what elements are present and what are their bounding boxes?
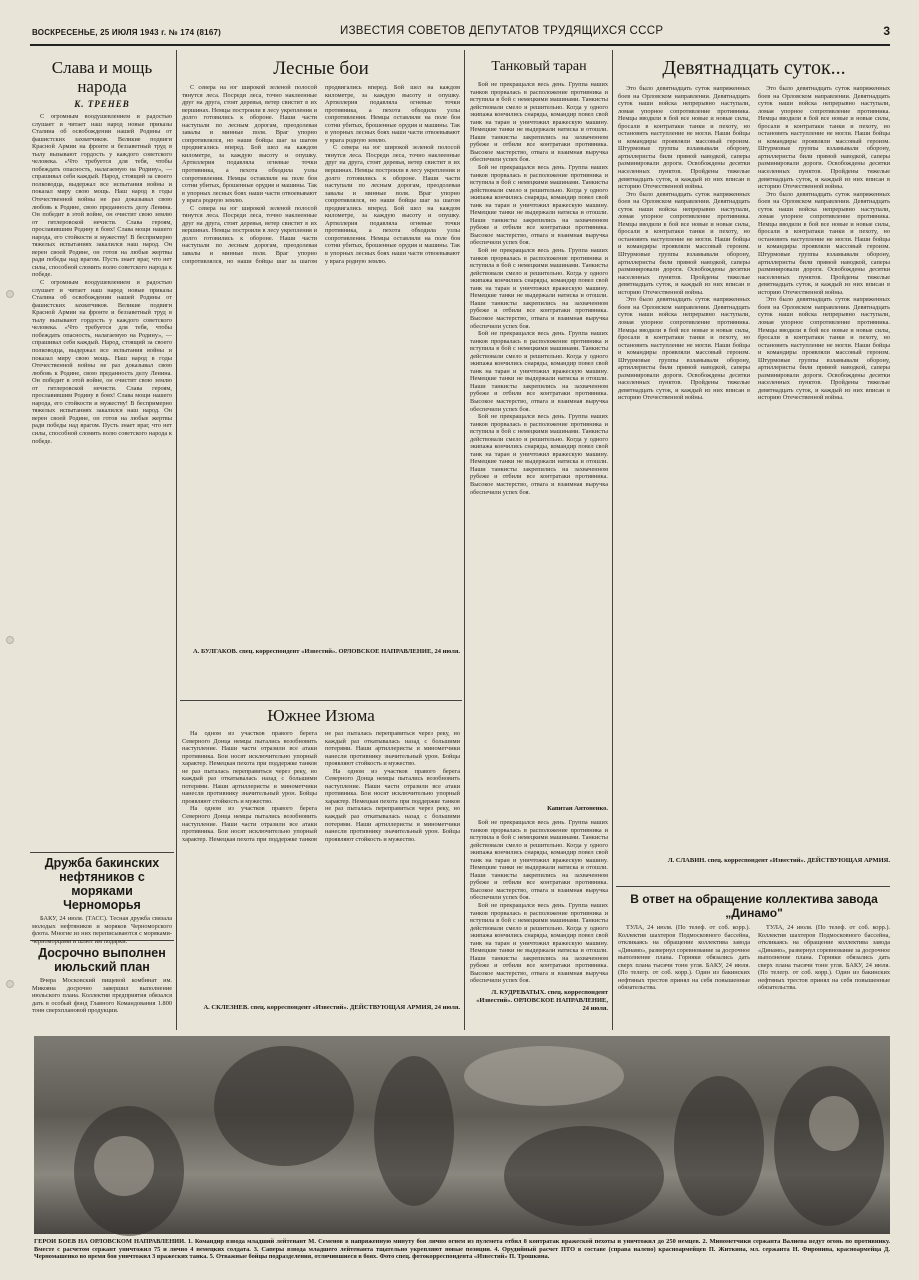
article-title: Лесные бои — [273, 58, 369, 79]
article-title: Досрочно выполнен июльский план — [38, 946, 166, 974]
photo-caption: ГЕРОИ БОЕВ НА ОРЛОВСКОМ НАПРАВЛЕНИИ. 1. Командир взвода младший лейтенант М. Семенов в напряженную минуту боя лично огнем из пулемета отбил 8 контратак вражеской пехоты и уничтожил до 250 немцев. 2. Минометчики сержанта Валиева ведут огонь по противнику. Вместе с расчетом сержант уничтожил 75 и лично 4 немецких солдата. 3. Саперы взвода младшего лейтенанта тщательно укрепляют новые позиции. 4. Орудийный расчет ПТО в составе (справа налево) красноармейцев П. Житкина, мл. сержанта Н. Фиронина, красноармейца Д. Черномашенко во время боя уничтожил 3 вражеских танка. 5. Отважные бойцы подразделения, отличившиеся в боях. Фото спец. фотокорреспондента «Известий» П. Трошкина. — [34, 1238, 890, 1261]
article-body — [32, 915, 172, 945]
article-paragraph: На одном из участков правого берега Северного Донца немцы пытались возобновить наступление. Наши части отразили все атаки противника. Бои носят исключительно упорный характер. Немецкая пехота при поддержке танков не раз пыталась переправиться через реку, но каждый раз откатывалась назад с большими потерями. Наши артиллеристы и минометчики нанесли противнику значительный урон. Бойцы проявляют стойкость и мужество. — [182, 730, 317, 805]
soldier-figure — [374, 1056, 454, 1206]
page-number: 3 — [883, 24, 890, 38]
article-paragraph: Бой не прекращался весь день. Группа наших танков прорвалась в расположение противника и вступила в бой с немецкими машинами. Танкисты действовали смело и решительно. Когда у одного экипажа кончились снаряды, командир повел свой танк на таран и уничтожил вражескую машину. Немецкие танки не выдержали натиска и отошли. Наши танкисты закрепились на захваченном рубеже и отбили все контратаки противника. Высокое мастерство, отвага и взаимная выручка обеспечили успех боя. — [470, 330, 608, 413]
article-byline: Л. КУДРЕВАТЫХ. спец. корреспондент «Известий». ОРЛОВСКОЕ НАПРАВЛЕНИЕ, 24 июля. — [476, 989, 608, 1012]
article-body — [32, 977, 172, 1015]
article-paragraph: Это было девятнадцать суток напряженных боев на Орловском направлении. Девятнадцать суток наши войска непрерывно наступали, ломая упорное сопротивление противника. Немцы вводили в бой все новые и новые силы, бросали в контратаки танки и пехоту, но остановить наступление не могли. Наши бойцы и командиры проявляли массовый героизм. Штурмовые группы взламывали оборону, артиллеристы били прямой наводкой, саперы разминировали дороги. Освобождены десятки населенных пунктов. Пройдены тяжелые девятнадцать суток, и каждый из них вписан в историю Отечественной войны. — [758, 296, 890, 402]
article-paragraph: Бой не прекращался весь день. Группа наших танков прорвалась в расположение противника и вступила в бой с немецкими машинами. Танкисты действовали смело и решительно. Когда у одного экипажа кончились снаряды, командир повел свой танк на таран и уничтожил вражескую машину. Немецкие танки не выдержали натиска и отошли. Наши танкисты закрепились на захваченном рубеже и отбили все контратаки противника. Высокое мастерство, отвага и взаимная выручка обеспечили успех боя. — [470, 247, 608, 330]
article-paragraph: ТУЛА, 24 июля. (По телеф. от соб. корр.). Коллектив шахтеров Подмосковного бассейна, откликаясь на обращение коллектива завода «Динамо», развернул соревнование за досрочное выполнение плана. Горняки обязались дать сверх плана тысячи тонн угля. БАКУ, 24 июля. (По телегр. от соб. корр.). Один из бакинских нефтяных трестов принял на себя повышенные обязательства. — [758, 924, 890, 992]
column-divider — [612, 50, 613, 1030]
column-divider — [464, 50, 465, 1030]
war-photo-strip — [34, 1036, 890, 1234]
article-paragraph: На одном из участков правого берега Северного Донца немцы пытались возобновить наступление. Наши части отразили все атаки противника. Бои носят исключительно упорный характер. Немецкая пехота при поддержке танков не раз пыталась переправиться через реку, но каждый раз откатывалась назад с большими потерями. Наши артиллеристы и минометчики нанесли противнику значительный урон. Бойцы проявляют стойкость и мужество. — [182, 730, 460, 843]
article-paragraph: Это было девятнадцать суток напряженных боев на Орловском направлении. Девятнадцать суток наши войска непрерывно наступали, ломая упорное сопротивление противника. Немцы вводили в бой все новые и новые силы, бросали в контратаки танки и пехоту, но остановить наступление не могли. Наши бойцы и командиры проявляли массовый героизм. Штурмовые группы взламывали оборону, артиллеристы били прямой наводкой, саперы разминировали дороги. Освобождены десятки населенных пунктов. Пройдены тяжелые девятнадцать суток, и каждый из них вписан в историю Отечественной войны. — [758, 85, 890, 191]
article-dynamo — [618, 892, 890, 1030]
article-title: В ответ на обращение коллектива завода „Динамо" — [630, 892, 878, 920]
article-body — [470, 81, 608, 801]
soldier-figure — [674, 1076, 764, 1216]
binding-hole — [6, 290, 14, 298]
section-rule — [30, 852, 174, 853]
article-paragraph: БАКУ, 24 июля. (ТАСС). Тесная дружба связала молодых нефтяников и моряков Черноморского флота. Многие из них переписываются с моряками-черноморцами и шлют им подарки. — [32, 915, 172, 945]
sky-area — [464, 1046, 624, 1106]
page-header — [30, 22, 890, 46]
article-devyatnadtsat-sutok — [618, 58, 890, 882]
article-baku-friendship — [32, 856, 172, 945]
article-body — [182, 730, 460, 1000]
article-body — [618, 924, 890, 1042]
soldier-face — [809, 1096, 859, 1151]
article-paragraph: Бой не прекращался весь день. Группа наших танков прорвалась в расположение противника и вступила в бой с немецкими машинами. Танкисты действовали смело и решительно. Когда у одного экипажа кончились снаряды, командир повел свой танк на таран и уничтожил вражескую машину. Немецкие танки не выдержали натиска и отошли. Наши танкисты закрепились на захваченном рубеже и отбили все контратаки противника. Высокое мастерство, отвага и взаимная выручка обеспечили успех боя. — [470, 164, 608, 247]
article-lesnye-boi — [182, 58, 460, 694]
section-rule — [180, 700, 462, 701]
article-title: Девятнадцать суток... — [662, 57, 846, 79]
article-yuzhnee-izyuma — [182, 706, 460, 1030]
article-tankovy-taran — [470, 58, 608, 1030]
binding-hole — [6, 636, 14, 644]
article-byline: А. СКЛЕЗНЕВ. спец. корреспондент «Известий». ДЕЙСТВУЮЩАЯ АРМИЯ, 24 июля. — [203, 1004, 460, 1011]
article-paragraph: С севера на юг широкой зеленой полосой тянутся леса. Посреди леса, точно наклеенные друг на друга, стоят деревья, ветер свистит в их вершинах. Немцы построили в лесу укрепления и долго готовились к обороне. Наши части наступали по лесным дорогам, преодолевая завалы и минные поля. Враг упорно сопротивлялся, но наши бойцы шаг за шагом продвигались вперед. Бой шел на каждом километре, за каждую высоту и опушку. Артиллерия подавляла огневые точки противника, а пехота обходила узлы сопротивления. Немцы оставляли на поле боя сотни убитых, брошенные орудия и машины. Так в упорных лесных боях наши части отвоевывают у врага родную землю. — [182, 84, 317, 205]
article-byline: А. БУЛГАКОВ. спец. корреспондент «Известий». ОРЛОВСКОЕ НАПРАВЛЕНИЕ, 24 июля. — [193, 648, 460, 655]
article-paragraph: Вчера Московский пищевой комбинат им. Микояна досрочно завершил выполнение июльского плана. Коллектив предприятия обязался дать в особый фонд Главного Командования 1.800 тонн сверхплановой продукции. — [32, 977, 172, 1015]
article-paragraph: Бой не прекращался весь день. Группа наших танков прорвалась в расположение противника и вступила в бой с немецкими машинами. Танкисты действовали смело и решительно. Когда у одного экипажа кончились снаряды, командир повел свой танк на таран и уничтожил вражескую машину. Немецкие танки не выдержали натиска и отошли. Наши танкисты закрепились на захваченном рубеже и отбили все контратаки противника. Высокое мастерство, отвага и взаимная выручка обеспечили успех боя. — [470, 413, 608, 496]
article-title: Южнее Изюма — [267, 706, 375, 725]
article-paragraph: С севера на юг широкой зеленой полосой тянутся леса. Посреди леса, точно наклеенные друг на друга, стоят деревья, ветер свистит в их вершинах. Немцы построили в лесу укрепления и долго готовились к обороне. Наши части наступали по лесным дорогам, преодолевая завалы и минные поля. Враг упорно сопротивлялся, но наши бойцы шаг за шагом продвигались вперед. Бой шел на каждом километре, за каждую высоту и опушку. Артиллерия подавляла огневые точки противника, а пехота обходила узлы сопротивления. Немцы оставляли на поле боя сотни убитых, брошенные орудия и машины. Так в упорных лесных боях наши части отвоевывают у врага родную землю. — [182, 84, 460, 265]
issue-date: ВОСКРЕСЕНЬЕ, 25 ИЮЛЯ 1943 г. № 174 (8167) — [32, 28, 221, 37]
article-body — [32, 113, 172, 445]
article-paragraph: Бой не прекращался весь день. Группа наших танков прорвалась в расположение противника и вступила в бой с немецкими машинами. Танкисты действовали смело и решительно. Когда у одного экипажа кончились снаряды, командир повел свой танк на таран и уничтожил вражескую машину. Немецкие танки не выдержали натиска и отошли. Наши танкисты закрепились на захваченном рубеже и отбили все контратаки противника. Высокое мастерство, отвага и взаимная выручка обеспечили успех боя. — [470, 819, 608, 902]
article-byline: Л. СЛАВИН. спец. корреспондент «Известий». ДЕЙСТВУЮЩАЯ АРМИЯ. — [667, 857, 890, 864]
article-paragraph: ТУЛА, 24 июля. (По телеф. от соб. корр.). Коллектив шахтеров Подмосковного бассейна, откликаясь на обращение коллектива завода «Динамо», развернул соревнование за досрочное выполнение плана. Горняки обязались дать сверх плана тысячи тонн угля. БАКУ, 24 июля. (По телегр. от соб. корр.). Один из бакинских нефтяных трестов принял на себя повышенные обязательства. — [618, 924, 750, 992]
article-paragraph: Это было девятнадцать суток напряженных боев на Орловском направлении. Девятнадцать суток наши войска непрерывно наступали, ломая упорное сопротивление противника. Немцы вводили в бой все новые и новые силы, бросали в контратаки танки и пехоту, но остановить наступление не могли. Наши бойцы и командиры проявляли массовый героизм. Штурмовые группы взламывали оборону, артиллеристы били прямой наводкой, саперы разминировали дороги. Освобождены десятки населенных пунктов. Пройдены тяжелые девятнадцать суток, и каждый из них вписан в историю Отечественной войны. — [618, 190, 750, 296]
article-title: Танковый таран — [491, 59, 587, 74]
article-paragraph: Это было девятнадцать суток напряженных боев на Орловском направлении. Девятнадцать суток наши войска непрерывно наступали, ломая упорное сопротивление противника. Немцы вводили в бой все новые и новые силы, бросали в контратаки танки и пехоту, но остановить наступление не могли. Наши бойцы и командиры проявляли массовый героизм. Штурмовые группы взламывали оборону, артиллеристы били прямой наводкой, саперы разминировали дороги. Освобождены десятки населенных пунктов. Пройдены тяжелые девятнадцать суток, и каждый из них вписан в историю Отечественной войны. — [758, 190, 890, 296]
article-author: К. ТРЕНЕВ — [74, 99, 130, 109]
article-slava — [32, 58, 172, 850]
column-divider — [176, 50, 177, 490]
section-rule — [616, 886, 890, 887]
article-paragraph: С огромным воодушевлением и радостью слушает и читает наш народ новые приказы Сталина об освобождении нашей Родины от фашистских захватчиков. Великие подвиги Красной Армии на фронте и беззаветный труд в тылу вызывают гордость у каждого советского человека. «Что требуется для тебя, чтобы побеждать опасность, налагаемую на Родину», — спрашивал себя каждый. Народ, стоящий за своего полководца, выдержал все испытания войны и показал миру свою мощь. Наш народ в годы Отечественной войны не раз доказывал свою любовь к Родине, свою преданность делу Ленина. Он победит в этой войне, он очистит свою землю от гитлеровской нечисти. Слава героям, прославившим Родину в боях! Слава мощи нашего народа, его стойкости и мужеству! В беспримерно тяжелых испытаниях закалился наш народ. Он верен своей Родине, он готов на любые жертвы ради победы над врагом. Пусть знает враг, что нет силы, способной сломить волю советского народа к победе. — [32, 113, 172, 279]
article-byline: Капитан Антоненко. — [547, 805, 608, 812]
newspaper-title: ИЗВЕСТИЯ СОВЕТОВ ДЕПУТАТОВ ТРУДЯЩИХСЯ СССР — [340, 25, 664, 37]
article-paragraph: С огромным воодушевлением и радостью слушает и читает наш народ новые приказы Сталина об освобождении нашей Родины от фашистских захватчиков. Великие подвиги Красной Армии на фронте и беззаветный труд в тылу вызывают гордость у каждого советского человека. «Что требуется для тебя, чтобы побеждать опасность, налагаемую на Родину», — спрашивал себя каждый. Народ, стоящий за своего полководца, выдержал все испытания войны и показал миру свою мощь. Наш народ в годы Отечественной войны не раз доказывал свою любовь к Родине, свою преданность делу Ленина. Он победит в этой войне, он очистит свою землю от гитлеровской нечисти. Слава героям, прославившим Родину в боях! Слава мощи нашего народа, его стойкости и мужеству! В беспримерно тяжелых испытаниях закалился наш народ. Он верен своей Родине, он готов на любые жертвы ради победы над врагом. Пусть знает враг, что нет силы, способной сломить волю советского народа к победе. — [32, 279, 172, 445]
soldier-figure — [214, 1046, 354, 1166]
article-body — [618, 85, 890, 855]
soldier-figure — [504, 1126, 664, 1226]
article-body-continued — [470, 819, 608, 989]
article-paragraph: На одном из участков правого берега Северного Донца немцы пытались возобновить наступление. Наши части отразили все атаки противника. Бои носят исключительно упорный характер. Немецкая пехота при поддержке танков не раз пыталась переправиться через реку, но каждый раз откатывалась назад с большими потерями. Наши артиллеристы и минометчики нанесли противнику значительный урон. Бойцы проявляют стойкость и мужество. — [325, 767, 460, 843]
soldier-face — [94, 1136, 154, 1196]
article-paragraph: Это было девятнадцать суток напряженных боев на Орловском направлении. Девятнадцать суток наши войска непрерывно наступали, ломая упорное сопротивление противника. Немцы вводили в бой все новые и новые силы, бросали в контратаки танки и пехоту, но остановить наступление не могли. Наши бойцы и командиры проявляли массовый героизм. Штурмовые группы взламывали оборону, артиллеристы били прямой наводкой, саперы разминировали дороги. Освобождены десятки населенных пунктов. Пройдены тяжелые девятнадцать суток, и каждый из них вписан в историю Отечественной войны. — [618, 296, 750, 402]
article-paragraph: Бой не прекращался весь день. Группа наших танков прорвалась в расположение противника и вступила в бой с немецкими машинами. Танкисты действовали смело и решительно. Когда у одного экипажа кончились снаряды, командир повел свой танк на таран и уничтожил вражескую машину. Немецкие танки не выдержали натиска и отошли. Наши танкисты закрепились на захваченном рубеже и отбили все контратаки противника. Высокое мастерство, отвага и взаимная выручка обеспечили успех боя. — [470, 81, 608, 164]
article-body — [182, 84, 460, 644]
article-paragraph: Бой не прекращался весь день. Группа наших танков прорвалась в расположение противника и вступила в бой с немецкими машинами. Танкисты действовали смело и решительно. Когда у одного экипажа кончились снаряды, командир повел свой танк на таран и уничтожил вражескую машину. Немецкие танки не выдержали натиска и отошли. Наши танкисты закрепились на захваченном рубеже и отбили все контратаки противника. Высокое мастерство, отвага и взаимная выручка обеспечили успех боя. — [470, 902, 608, 985]
article-paragraph: С севера на юг широкой зеленой полосой тянутся леса. Посреди леса, точно наклеенные друг на друга, стоят деревья, ветер свистит в их вершинах. Немцы построили в лесу укрепления и долго готовились к обороне. Наши части наступали по лесным дорогам, преодолевая завалы и минные поля. Враг упорно сопротивлялся, но наши бойцы шаг за шагом продвигались вперед. Бой шел на каждом километре, за каждую высоту и опушку. Артиллерия подавляла огневые точки противника, а пехота обходила узлы сопротивления. Немцы оставляли на поле боя сотни убитых, брошенные орудия и машины. Так в упорных лесных боях наши части отвоевывают у врага родную землю. — [325, 144, 460, 265]
column-divider — [176, 490, 177, 1030]
article-title: Слава и мощь народа — [51, 58, 153, 96]
article-paragraph: Это было девятнадцать суток напряженных боев на Орловском направлении. Девятнадцать суток наши войска непрерывно наступали, ломая упорное сопротивление противника. Немцы вводили в бой все новые и новые силы, бросали в контратаки танки и пехоту, но остановить наступление не могли. Наши бойцы и командиры проявляли массовый героизм. Штурмовые группы взламывали оборону, артиллеристы били прямой наводкой, саперы разминировали дороги. Освобождены десятки населенных пунктов. Пройдены тяжелые девятнадцать суток, и каждый из них вписан в историю Отечественной войны. — [618, 85, 750, 191]
binding-hole — [6, 980, 14, 988]
article-july-plan — [32, 946, 172, 1030]
article-title: Дружба бакинских нефтяников с моряками Черноморья — [44, 856, 160, 912]
